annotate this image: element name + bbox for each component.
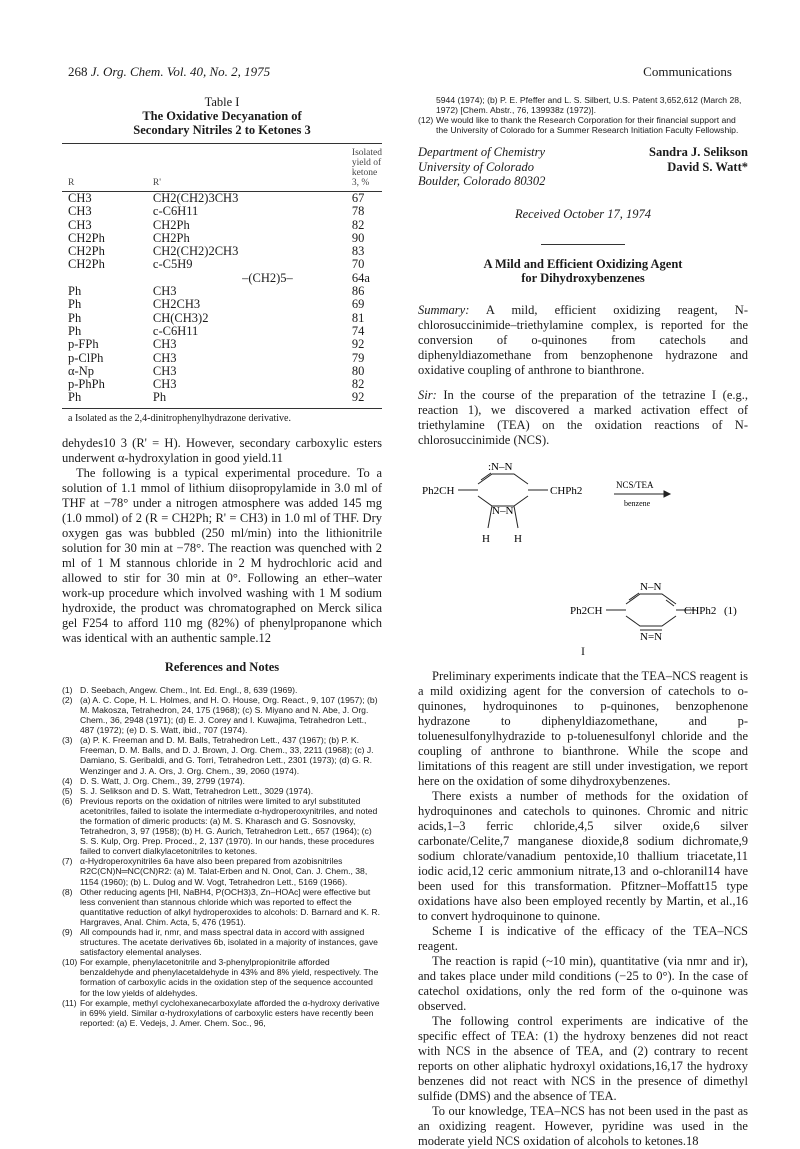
cell-r: p-FPh	[68, 337, 99, 352]
reactant-n-top: :N–N	[488, 460, 513, 473]
summary-label: Summary:	[418, 302, 470, 317]
reference-item: (7) α-Hydroperoxynitriles 6a have also been prepared from azobisnitriles R2C(CN)N═NC(CN)R2: (a) M. Talat-Erben and N. Onol, Can. J. Chem., 38, 1154 (1960); (b) L. Dulog and W. Vogt, Tetrahedron Lett., 5169 (1966).	[62, 856, 368, 887]
col-header-yield: Isolated yield of ketone 3, %	[322, 144, 382, 192]
sir-label: Sir:	[418, 387, 437, 402]
sir-text: In the course of the preparation of the tetrazine I (e.g., reaction 1), we discovered a marked activation effect of triethylamine (TEA) on the oxidation reactions of N-chlorosuccinimide (NCS).	[418, 387, 748, 447]
dept-line3: Boulder, Colorado 80302	[418, 174, 546, 189]
col-header-rprime: R'	[153, 144, 322, 192]
reference-item: (3) (a) P. K. Freeman and D. M. Balls, Tetrahedron Lett., 437 (1967); (b) P. K. Freeman, D. M. Balls, and D. J. Brown, J. Org. Chem., 33, 2211 (1968); (c) J. Damiano, S. Geribaldi, and G. Torri, Tetrahedron Lett., 2301 (1973); (d) G. R. Wenzinger and J. A. Ors, J. Org. Chem., 39, 2060 (1974).	[62, 735, 374, 776]
reference-item: (9) All compounds had ir, nmr, and mass spectral data in accord with assigned structures. The acetate derivatives 6b, isolated in a majority of instances, gave satisfactory elemental analyses.	[62, 927, 378, 958]
cell-rprime: CH2Ph	[152, 230, 190, 245]
cell-yield: 74	[351, 323, 365, 338]
body-p5: The following control experiments are indicative of the specific effect of TEA: (1) the hydroxy benzenes did not react with NCS in the absence of TEA, and (2) contrary to recent reports on other aliphatic hydroxyl oxidations,16,17 the hydroxy benzenes did not react with NCS in the presence of dimethyl sulfide (DMS) and the absence of TEA.	[418, 1013, 748, 1103]
table-row	[62, 338, 382, 351]
table-label: Table I	[204, 95, 240, 109]
cell-yield: 86	[351, 284, 365, 299]
section-divider	[541, 244, 625, 245]
table-row	[62, 232, 382, 245]
product-right-sub: CHPh2	[684, 604, 717, 617]
table-row	[62, 285, 382, 298]
cell-r: Ph	[68, 323, 82, 338]
journal-volume: Vol. 40, No. 2, 1975	[166, 64, 271, 79]
cell-yield: 92	[351, 337, 365, 352]
table-row	[62, 378, 382, 391]
cell-r: CH2Ph	[68, 230, 105, 245]
cell-r: CH2Ph	[68, 257, 105, 272]
cell-rprime: c-C6H11	[152, 323, 199, 338]
sir-paragraph	[418, 388, 748, 448]
cell-rprime: CH2Ph	[152, 217, 190, 232]
cell-yield: 80	[351, 363, 365, 378]
reference-item: (1) D. Seebach, Angew. Chem., Int. Ed. Engl., 8, 639 (1969).	[62, 684, 298, 695]
authors	[649, 145, 748, 189]
cell-yield: 79	[351, 350, 365, 365]
cell-yield: 90	[351, 230, 365, 245]
cell-r: CH3	[68, 217, 92, 232]
cell-r	[62, 272, 153, 285]
references-heading: References and Notes	[164, 659, 280, 674]
equation-number: (1)	[724, 604, 737, 617]
product-n-bot: N=N	[640, 630, 663, 643]
reaction-scheme	[418, 454, 748, 644]
cell-r: p-PhPh	[68, 377, 105, 392]
reference-item: (12) We would like to thank the Research Corporation for their financial support and the University of Colorado for a Summer Research Initiation Faculty Fellowship.	[418, 115, 739, 136]
cell-r: α-Np	[68, 363, 94, 378]
cell-r: Ph	[68, 310, 82, 325]
product-n-top: N–N	[640, 580, 662, 593]
references-list-continued	[418, 115, 748, 135]
cell-rprime: c-C6H11	[152, 204, 199, 219]
cell-yield: 78	[351, 204, 365, 219]
reactant-ring	[458, 473, 548, 528]
cell-rprime: CH3	[152, 377, 177, 392]
reference-continuation: 5944 (1974); (b) P. E. Pfeffer and L. S. Silbert, U.S. Patent 3,652,612 (March 28, 1972) [Chem. Abstr., 76, 139938z (1972)].	[436, 95, 742, 116]
cell-yield: 69	[351, 297, 365, 312]
reference-item: (6) Previous reports on the oxidation of nitriles were limited to aryl substituted acetonitriles, failed to isolate the intermediate α-hydroperoxynitriles, and noted the formation of dimeric products: (a) M. S. Kharasch and G. Sosnovsky, Tetrahedron, 3, 97 (1958); (b) H. G. Aurich, Tetrahedron Lett., 657 (1964); (c) S. S. Kulp, Org. Prep. Proced., 2, 137 (1970). In our hands, these procedures failed to convert dialkylacetonitriles to ketones.	[62, 795, 378, 857]
table-title-line1: The Oxidative Decyanation of	[142, 109, 302, 123]
cell-r: Ph	[62, 391, 153, 408]
affiliation-block	[418, 145, 748, 189]
reactant-left-sub: Ph2CH	[422, 484, 455, 497]
cell-yield: 64a	[351, 270, 370, 285]
cell-rprime: CH2(CH2)3CH3	[152, 191, 239, 205]
running-header-left	[68, 64, 270, 80]
article-title	[418, 257, 748, 285]
author-2: David S. Watt*	[667, 159, 748, 174]
reference-item: (11) For example, methyl cyclohexanecarboxylate afforded the α-hydroxy derivative in 69% yield. Similar α-hydroxylations of carboxylic esters have recently been reported: (a) E. Vedejs, J. Amer. Chem. Soc., 96,	[62, 997, 380, 1028]
references-list	[62, 685, 382, 1028]
reactant-h2: H	[514, 532, 522, 545]
dept-line1: Department of Chemistry	[418, 145, 546, 160]
cell-rprime: CH3	[152, 284, 177, 299]
cell-rprime: Ph	[153, 391, 322, 408]
right-column	[418, 95, 748, 1149]
cell-yield: 82	[351, 377, 365, 392]
dept-line2: University of Colorado	[418, 159, 534, 174]
reactant-right-sub: CHPh2	[550, 484, 583, 497]
table-row	[62, 325, 382, 338]
product-left-sub: Ph2CH	[570, 604, 603, 617]
reagent-top: NCS/TEA	[616, 479, 654, 490]
cell-yield: 67	[351, 191, 365, 205]
body-p1: Preliminary experiments indicate that the TEA–NCS reagent is a mild oxidizing agent for the conversion of catechols to o-quinones, hydroquinones to p-quinones, benzophenone hydrazone to diphenyldiazomethane, and p-toluenesulfonylhydrazide to p-toluenesulfonyl chloride and the coupling of anthrone to bianthrone. While the scope and limitations of this reagent are still under investigation, we report here on the oxidation of some dihydroxybenzenes.	[418, 668, 748, 788]
cell-yield: 83	[351, 244, 365, 259]
left-body-p1: dehydes10 3 (R' = H). However, secondary carboxylic esters underwent α-hydroxylation in good yield.11	[62, 435, 382, 465]
body-p6: To our knowledge, TEA–NCS has not been used in the past as an oxidizing reagent. However, pyridine was used in the moderate yield NCS oxidation of alcohols to ketones.18	[418, 1103, 748, 1148]
reference-item: (2) (a) A. C. Cope, H. L. Holmes, and H. O. House, Org. React., 9, 107 (1957); (b) M. Makosza, Tetrahedron, 24, 175 (1968); (c) S. Miyano and N. Abe, J. Org. Chem., 36, 2948 (1971); (d) E. J. Corey and I. Kuwajima, Tetrahedron Lett., 487 (1972); (e) D. S. Watt, ibid., 707 (1974).	[62, 694, 378, 736]
received-date: Received October 17, 1974	[514, 206, 652, 221]
table-row	[62, 205, 382, 218]
table-row	[62, 192, 382, 206]
cell-rprime: CH(CH3)2	[152, 310, 209, 325]
left-column	[62, 95, 382, 1028]
summary-text: A mild, efficient oxidizing reagent, N-chlorosuccinimide–triethylamine complex, is reported for the conversion of o-quinones from catechols and diphenyldiazomethane from benzophenone hydrazone and oxidative coupling of anthrone to bianthrone.	[418, 302, 749, 377]
product-ring	[606, 593, 696, 630]
cell-yield: 82	[351, 217, 365, 232]
journal-name: J. Org. Chem.	[90, 64, 164, 79]
page-number: 268	[68, 64, 88, 79]
table-row	[62, 298, 382, 311]
table-footnote: a Isolated as the 2,4-dinitrophenylhydrazone derivative.	[68, 412, 291, 424]
cell-rprime: CH3	[152, 337, 177, 352]
cell-r: p-ClPh	[68, 350, 104, 365]
cell-rprime: –(CH2)5–	[242, 270, 293, 285]
table-row	[62, 391, 382, 408]
article-title-line1: A Mild and Efficient Oxidizing Agent	[483, 256, 683, 271]
table-row	[62, 365, 382, 378]
cell-rprime: CH2CH3	[152, 297, 201, 312]
department	[418, 145, 545, 189]
col-header-r: R	[62, 144, 153, 192]
reactant-n-bot: N–N	[492, 504, 514, 517]
reactant-h1: H	[482, 532, 490, 545]
body-p3: Scheme I is indicative of the efficacy of the TEA–NCS reagent.	[418, 923, 748, 953]
cell-yield: 70	[351, 257, 365, 272]
table-title-line2: Secondary Nitriles 2 to Ketones 3	[133, 123, 311, 137]
cell-r: CH2Ph	[68, 244, 105, 259]
reference-item: (4) D. S. Watt, J. Org. Chem., 39, 2799 (1974).	[62, 775, 245, 786]
yield-table	[62, 143, 382, 409]
cell-r: Ph	[68, 297, 82, 312]
body-p2: There exists a number of methods for the oxidation of hydroquinones and catechols to quinones. Chromic and nitric acids,1–3 ferric chloride,4,5 silver oxide,6 silver carbonate/Celite,7 manganese dioxide,8 sodium dichromate,9 sodium chlorate/vanadium pentoxide,10 thallium triacetate,11 iodic acid,12 ceric ammonium nitrate,13 and o-chloranil14 have been used for this transformation. Pfitzner–Moffatt15 type oxidations have also been employed recently by Martin, et al.,16 to convert hydroquinone to quinone.	[418, 788, 748, 923]
cell-rprime: CH3	[152, 363, 177, 378]
running-header-right: Communications	[643, 64, 732, 79]
reaction-arrow	[614, 491, 670, 497]
reference-item: (8) Other reducing agents [HI, NaBH4, P(OCH3)3, Zn–HOAc] were effective but less convenient than stannous chloride which was reported to effect the quantitative reduction of alkyl hydroperoxides to alcohols: D. Barnard and K. R. Hargraves, Anal. Chim. Acta, 5, 476 (1951).	[62, 886, 380, 927]
table-caption	[62, 95, 382, 137]
body-p4: The reaction is rapid (~10 min), quantitative (via nmr and ir), and takes place under mild conditions (−25 to 0°). In the case of catechol oxidations, only the red form of the o-quinone was observed.	[418, 953, 748, 1013]
compound-label: I	[581, 643, 585, 658]
left-body-p2: The following is a typical experimental procedure. To a solution of 1.1 mmol of lithium diisopropylamide in 3.0 ml of THF at −78° under a nitrogen atmosphere was added 145 mg (1.0 mmol) of 2 (R = CH2Ph; R' = CH3) in 1.0 ml of THF. Dry oxygen gas was bubbled (250 ml/min) into the lithionitrile solution for 30 min at −78°. The reaction was quenched with 2 ml of 1 M stannous chloride in 2 M hydrochloric acid and allowed to stir for 30 min at 0°. Following an ether–water work-up procedure which involved washing with 1 M sodium hydroxide, the product was chromatographed on Merck silica gel F254 to afford 110 mg (82%) of phenylpropanone which was identical with an authentic sample.12	[62, 465, 382, 645]
cell-r: Ph	[68, 284, 82, 299]
cell-r: CH3	[68, 204, 92, 219]
reagent-bottom: benzene	[624, 498, 651, 508]
table-row	[62, 258, 382, 271]
reference-item: (10) For example, phenylacetonitrile and 3-phenylpropionitrile afforded benzaldehyde and phenylacetaldehyde in 43% and 8% yield, respectively. The formation of carboxylic acids in the oxidation step of the sequence accounted for the low yields of aldehydes.	[62, 957, 379, 998]
reaction-diagram	[418, 454, 748, 644]
cell-yield: 81	[351, 310, 365, 325]
table-row	[62, 272, 382, 285]
author-1: Sandra J. Selikson	[649, 145, 748, 160]
table-row	[62, 312, 382, 325]
article-title-line2: for Dihydroxybenzenes	[521, 270, 645, 285]
cell-yield: 92	[322, 391, 382, 408]
table-row	[62, 219, 382, 232]
reference-item: (5) S. J. Selikson and D. S. Watt, Tetrahedron Lett., 3029 (1974).	[62, 785, 314, 796]
cell-rprime: c-C5H9	[152, 257, 193, 272]
cell-rprime: CH2(CH2)2CH3	[152, 244, 239, 259]
table-row	[62, 245, 382, 258]
table-row	[62, 352, 382, 365]
cell-rprime: CH3	[152, 350, 177, 365]
summary	[418, 303, 748, 378]
table-header-row	[62, 144, 382, 192]
cell-r: CH3	[68, 191, 92, 205]
